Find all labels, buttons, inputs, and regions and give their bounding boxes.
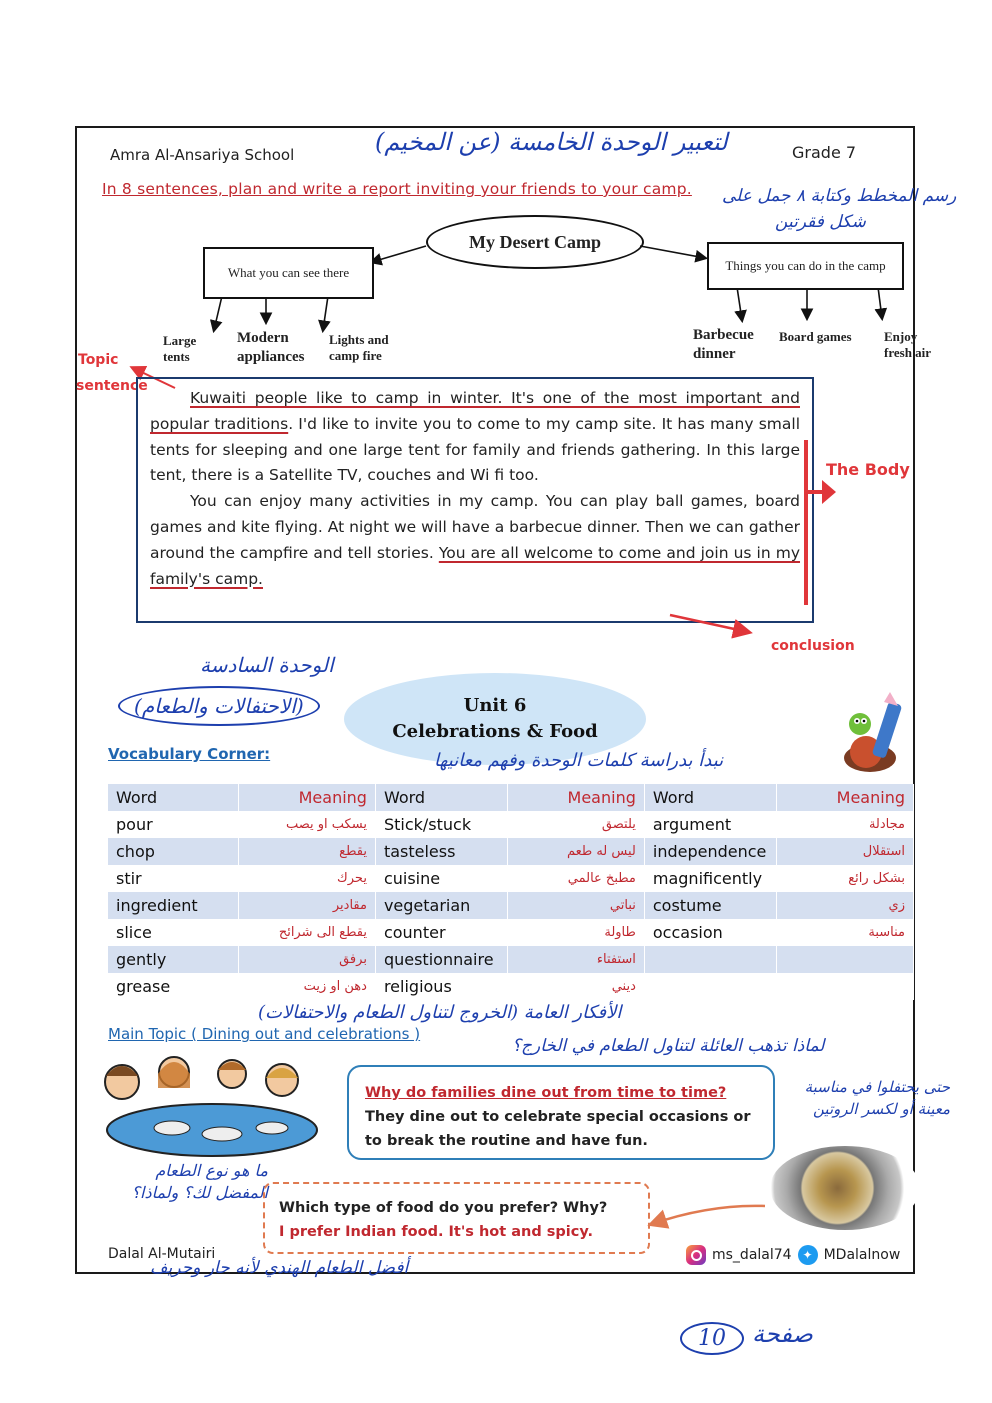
instagram-handle: ms_dalal74 bbox=[712, 1247, 792, 1263]
unit-name: Celebrations & Food bbox=[392, 721, 598, 742]
mindmap-leaf-modern-appliances: Modern appliances bbox=[237, 330, 305, 365]
table-header-row bbox=[108, 784, 914, 811]
mindmap-leaf-barbecue: Barbecue dinner bbox=[693, 327, 754, 362]
header-word-2: Word bbox=[375, 784, 507, 811]
table-row bbox=[108, 919, 914, 946]
report-paragraph bbox=[150, 386, 800, 592]
vocab-word: pour bbox=[108, 811, 238, 838]
vocab-meaning: ليس له طعم bbox=[507, 838, 644, 865]
paragraph-2 bbox=[150, 489, 800, 592]
page-label-arabic: صفحة bbox=[752, 1320, 813, 1348]
arabic-note-line-2: شكل فقرتين bbox=[775, 212, 866, 232]
label-conclusion: conclusion bbox=[771, 638, 855, 654]
table-row bbox=[108, 946, 914, 973]
vocab-word: costume bbox=[644, 892, 776, 919]
unit-arabic-2: (الاحتفالات والطعام) bbox=[118, 686, 320, 726]
mindmap-see-box: What you can see there bbox=[203, 247, 374, 299]
vocab-meaning bbox=[776, 973, 913, 1000]
main-topic-title: Main Topic ( Dining out and celebrations ) bbox=[108, 1025, 421, 1043]
main-topic-arabic-2: لماذا تذهب العائلة لتناول الطعام في الخارج؟ bbox=[512, 1036, 825, 1056]
vocab-meaning: يلتصق bbox=[507, 811, 644, 838]
vocab-meaning: استقلال bbox=[776, 838, 913, 865]
topic-sentence: Kuwaiti people like to camp in winter. It's one of the most important and popular traditions bbox=[150, 389, 800, 433]
twitter-icon: ✦ bbox=[798, 1245, 818, 1265]
vocab-word: slice bbox=[108, 919, 238, 946]
vocab-meaning: مطبخ عالمي bbox=[507, 865, 644, 892]
vocab-meaning: يقطع الى شرائح bbox=[238, 919, 375, 946]
label-topic: Topic bbox=[78, 352, 119, 368]
pref-arabic-question: ما هو نوع الطعام المفضل لك؟ ولماذا؟ bbox=[131, 1161, 268, 1202]
table-row bbox=[108, 838, 914, 865]
family-dining-illustration bbox=[82, 1048, 332, 1160]
vocab-meaning: ديني bbox=[507, 973, 644, 1000]
vocab-word: tasteless bbox=[375, 838, 507, 865]
vocab-word: magnificently bbox=[644, 865, 776, 892]
vocab-word: vegetarian bbox=[375, 892, 507, 919]
mindmap-leaf-lights-campfire: Lights and camp fire bbox=[329, 332, 389, 363]
page-number: 10 bbox=[680, 1322, 744, 1355]
vocab-meaning: مجادلة bbox=[776, 811, 913, 838]
unit-arabic-1: الوحدة السادسة bbox=[200, 653, 334, 677]
instagram-icon bbox=[686, 1245, 706, 1265]
author-name: Dalal Al-Mutairi bbox=[108, 1246, 216, 1262]
mindmap-do-box: Things you can do in the camp bbox=[707, 242, 904, 290]
dine-out-answer: They dine out to celebrate special occasions or to break the routine and have fun. bbox=[365, 1109, 751, 1149]
paragraph-2-main: You can enjoy many activities in my camp. You can play ball games, board games and kite flying. At night we will have a barbecue dinner. Then we can gather around the campfire and tell stories. bbox=[150, 492, 800, 562]
header-meaning-3: Meaning bbox=[776, 784, 913, 811]
vocab-word: chop bbox=[108, 838, 238, 865]
instruction-text: In 8 sentences, plan and write a report inviting your friends to your camp. bbox=[102, 180, 692, 198]
vocab-meaning: مناسبة bbox=[776, 919, 913, 946]
header-meaning-2: Meaning bbox=[507, 784, 644, 811]
vocab-meaning: طاولة bbox=[507, 919, 644, 946]
arabic-title-handwritten: لتعبير الوحدة الخامسة (عن المخيم) bbox=[375, 128, 728, 156]
vocab-word bbox=[644, 946, 776, 973]
table-row bbox=[108, 865, 914, 892]
vocab-meaning: يحرك bbox=[238, 865, 375, 892]
vocab-meaning: استفتاء bbox=[507, 946, 644, 973]
vocab-meaning: نباتي bbox=[507, 892, 644, 919]
vocabulary-table bbox=[108, 784, 914, 1000]
vocab-meaning: دهن او زيت bbox=[238, 973, 375, 1000]
vocab-word: cuisine bbox=[375, 865, 507, 892]
vocab-meaning: برفق bbox=[238, 946, 375, 973]
table-row bbox=[108, 892, 914, 919]
vocab-word: occasion bbox=[644, 919, 776, 946]
mindmap-leaf-fresh-air: Enjoy fresh air bbox=[884, 329, 932, 360]
grade-label: Grade 7 bbox=[792, 143, 857, 162]
header-word-3: Word bbox=[644, 784, 776, 811]
vocab-meaning: يسكب او يصب bbox=[238, 811, 375, 838]
vocabulary-title: Vocabulary Corner: bbox=[108, 745, 271, 763]
mindmap-leaf-large-tents: Large tents bbox=[163, 333, 197, 364]
vocab-word: argument bbox=[644, 811, 776, 838]
header-word-1: Word bbox=[108, 784, 238, 811]
pref-arrow bbox=[640, 1200, 770, 1240]
food-preference-answer: I prefer Indian food. It's hot and spicy. bbox=[279, 1224, 593, 1240]
vocab-meaning bbox=[776, 946, 913, 973]
label-body: The Body bbox=[826, 460, 910, 479]
paragraph-1-rest: . I'd like to invite you to come to my camp site. It has many small tents for sleeping and one large tent for family and friends gathering. In this large tent, there is a Satellite TV, couches and Wi fi too. bbox=[150, 414, 800, 485]
arabic-note-line-1: رسم المخطط وكتابة ٨ جمل على bbox=[722, 186, 957, 206]
pref-arabic-answer: أفضل الطعام الهندي لأنه حار وحريف bbox=[150, 1258, 409, 1278]
main-topic-arabic-3: حتى يحتفلوا في مناسبة معينة أو لكسر الروتين bbox=[804, 1078, 950, 1118]
mindmap-leaf-board-games: Board games bbox=[779, 329, 852, 344]
school-name: Amra Al-Ansariya School bbox=[110, 146, 295, 164]
vocab-meaning: زي bbox=[776, 892, 913, 919]
vocab-word: counter bbox=[375, 919, 507, 946]
bug-with-pencil-illustration bbox=[838, 690, 914, 780]
vocab-meaning: مقادير bbox=[238, 892, 375, 919]
vocab-word: independence bbox=[644, 838, 776, 865]
mindmap-center: My Desert Camp bbox=[426, 215, 644, 269]
twitter-handle: MDalalnow bbox=[823, 1247, 901, 1263]
main-topic-arabic-1: الأفكار العامة (الخروج لتناول الطعام والاحتفالات) bbox=[258, 1002, 622, 1023]
label-sentence: sentence bbox=[76, 378, 148, 394]
vocab-word: grease bbox=[108, 973, 238, 1000]
vocab-word: questionnaire bbox=[375, 946, 507, 973]
food-preference-question: Which type of food do you prefer? Why? bbox=[279, 1200, 608, 1216]
vocab-word: ingredient bbox=[108, 892, 238, 919]
unit-number: Unit 6 bbox=[463, 695, 527, 716]
vocab-word: religious bbox=[375, 973, 507, 1000]
table-row bbox=[108, 811, 914, 838]
vocab-meaning: يقطع bbox=[238, 838, 375, 865]
dine-out-question-box bbox=[347, 1065, 775, 1160]
vocab-word: gently bbox=[108, 946, 238, 973]
food-preference-box bbox=[263, 1182, 650, 1254]
vocab-word: Stick/stuck bbox=[375, 811, 507, 838]
header-meaning-1: Meaning bbox=[238, 784, 375, 811]
conclusion-sentence: You are all welcome to come and join us in my family's camp. bbox=[150, 543, 801, 588]
vocab-meaning: بشكل رائع bbox=[776, 865, 913, 892]
table-row bbox=[108, 973, 914, 1000]
dine-out-question: Why do families dine out from time to time? bbox=[365, 1085, 727, 1101]
paragraph-1 bbox=[150, 386, 800, 489]
vocabulary-arabic-note: نبدأ بدراسة كلمات الوحدة وفهم معانيها bbox=[434, 750, 724, 771]
indian-food-plate-photo bbox=[770, 1146, 920, 1230]
social-handles bbox=[686, 1245, 900, 1265]
vocab-word bbox=[644, 973, 776, 1000]
vocab-word: stir bbox=[108, 865, 238, 892]
